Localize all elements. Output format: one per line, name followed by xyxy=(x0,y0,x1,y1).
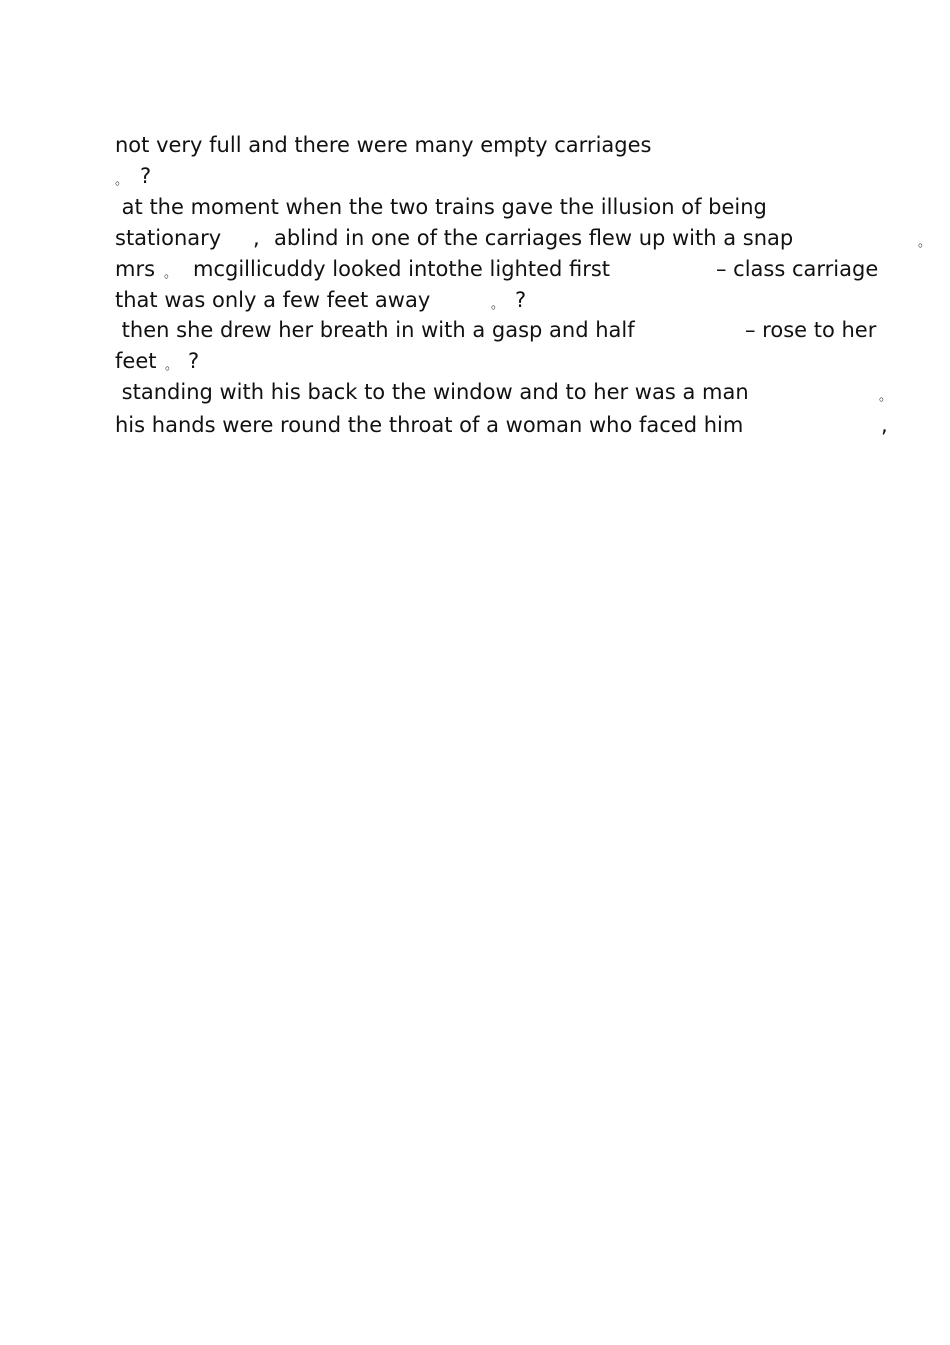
text-segment: ablind in one of the carriages flew up with a snap xyxy=(274,226,794,250)
text-line xyxy=(115,410,888,441)
text-segment: mcgillicuddy looked intothe lighted first xyxy=(193,257,611,281)
text-line xyxy=(115,346,200,377)
text-line xyxy=(115,223,932,254)
text-segment: feet xyxy=(115,349,157,373)
text-segment: ? xyxy=(140,164,152,188)
ideographic-full-stop: 。 xyxy=(164,266,178,281)
text-segment: ? xyxy=(515,288,527,312)
text-segment: at the moment when the two trains gave the illusion of being xyxy=(115,195,767,219)
ideographic-full-stop: 。 xyxy=(165,358,179,373)
ideographic-full-stop: 。 xyxy=(879,389,893,404)
ideographic-full-stop: 。 xyxy=(115,173,129,188)
ideographic-full-stop: 。 xyxy=(491,297,505,312)
text-segment: mrs xyxy=(115,257,156,281)
text-line xyxy=(115,315,877,346)
text-segment: ? xyxy=(188,349,200,373)
text-line xyxy=(115,377,893,408)
text-segment: that was only a few feet away xyxy=(115,288,431,312)
comma: , xyxy=(253,226,260,250)
text-line xyxy=(115,285,527,316)
ideographic-full-stop: 。 xyxy=(918,235,932,250)
text-segment: his hands were round the throat of a woman who faced him xyxy=(115,413,744,437)
text-segment: standing with his back to the window and to her was a man xyxy=(115,380,749,404)
text-line xyxy=(115,254,879,285)
text-segment: then she drew her breath in with a gasp and half xyxy=(115,318,635,342)
text-line xyxy=(115,192,767,223)
text-segment: not very full and there were many empty carriages xyxy=(115,133,652,157)
text-line xyxy=(115,130,652,161)
comma: , xyxy=(881,413,888,437)
text-segment: – rose to her xyxy=(745,318,877,342)
text-segment: stationary xyxy=(115,226,222,250)
text-line xyxy=(115,161,152,192)
text-segment: – class carriage xyxy=(716,257,879,281)
